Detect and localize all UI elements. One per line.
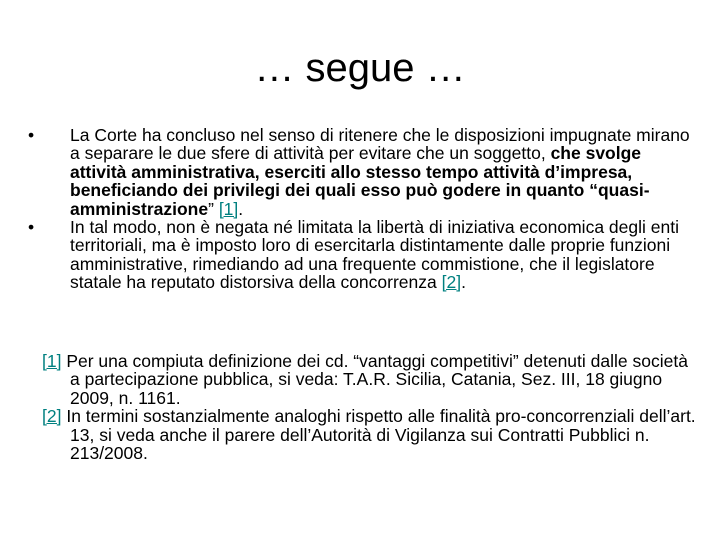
footnote-link-2[interactable]: [2] [441, 272, 462, 293]
footnote-2 [42, 407, 702, 462]
footnote-text: In termini sostanzialmente analoghi rispetto alle finalità pro-concorrenziali dell’art. 13, si veda anche il parere dell’Autorità di Vigilanza sui Contratti Pubblici n. 213/2008. [61, 406, 696, 464]
footnote-ref-1[interactable]: [1] [42, 351, 62, 371]
bullet-text: . [238, 198, 244, 219]
footnote-text: Per una compiuta definizione dei cd. “vantaggi competitivi” detenuti dalle società a partecipazione pubblica, si veda: T.A.R. Sicilia, Catania, Sez. III, 18 giugno 2009, n. 1161. [61, 351, 688, 408]
footnote-link-1[interactable]: [1] [218, 198, 239, 219]
bullet-item-2 [28, 218, 698, 292]
bullet-text: In tal modo, non è negata né limitata la libertà di iniziativa economica degli enti territoriali, ma è imposto loro di esercitarla distintamente dalle proprie funzioni amministrative, rimediando ad una frequente commistione, che il legislatore statale ha reputato distorsiva della concorrenza [70, 217, 679, 293]
bullet-marker: • [28, 125, 35, 145]
slide-title: … segue … [254, 46, 466, 90]
footnote-ref-2[interactable]: [2] [42, 406, 62, 427]
bullet-text: La Corte ha concluso nel senso di ritenere che le disposizioni impugnate mirano a separare le due sfere di attività per evitare che un soggetto, [70, 125, 690, 164]
bullet-list [28, 126, 698, 292]
bullet-item-1 [28, 126, 698, 218]
footnote-1 [42, 352, 702, 407]
bullet-text: . [461, 272, 466, 293]
bullet-text: ” [208, 198, 219, 219]
bullet-marker: • [28, 217, 35, 238]
bullet-bold-text: che svolge attività amministrativa, eserciti allo stesso tempo attività d’impresa, beneficiando dei privilegi dei quali esso può godere in quanto “quasi-amministrazione [70, 143, 650, 219]
footnotes [42, 352, 702, 462]
